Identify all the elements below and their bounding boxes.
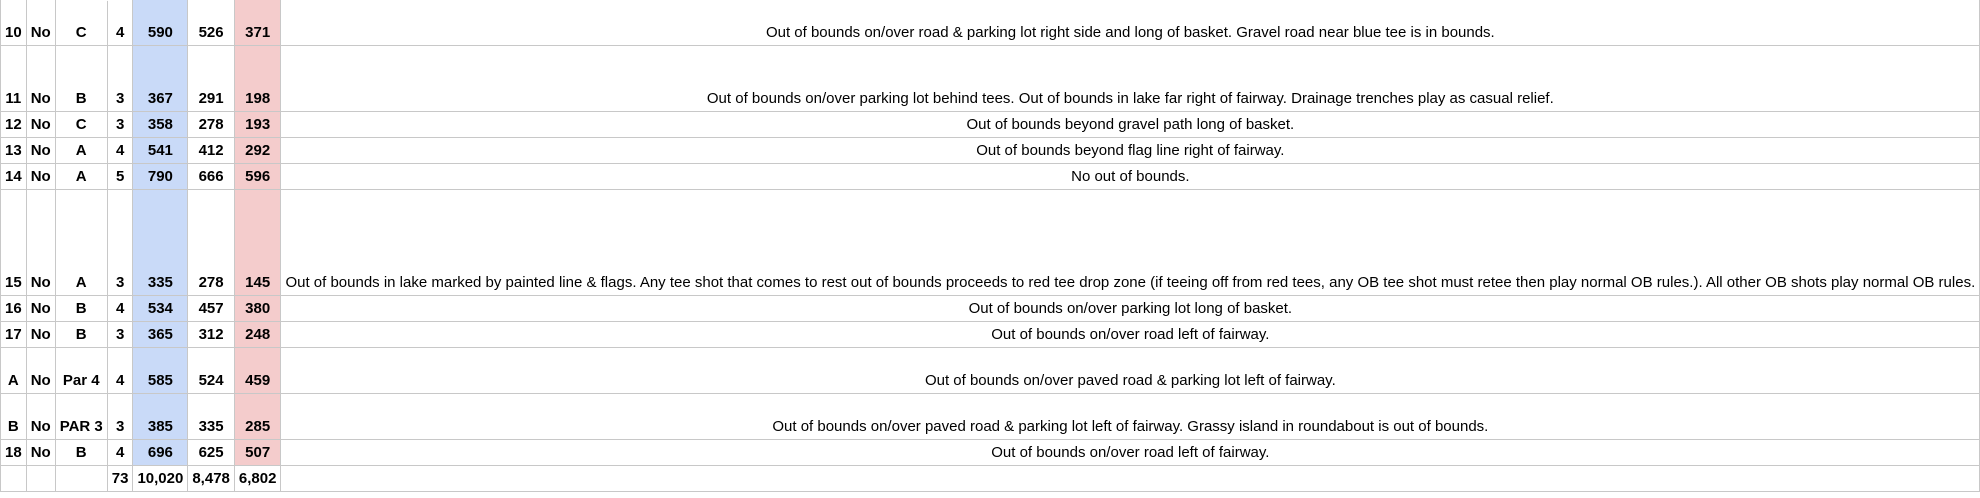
layout-value: C [75, 24, 87, 41]
blue-tee-cell[interactable]: 541 [133, 138, 188, 164]
hole-cell[interactable]: 10 [1, 0, 27, 46]
notes-cell[interactable]: Out of bounds on/over parking lot behind tees. Out of bounds in lake far right of fairway. Drainage trenches play as casual relief. [281, 46, 1980, 112]
par-cell[interactable]: 4 [107, 0, 133, 46]
white-tee-cell[interactable]: 278 [188, 112, 235, 138]
totals-row [1, 466, 1980, 492]
red-tee-cell[interactable]: 292 [234, 138, 281, 164]
white-tee-cell[interactable]: 278 [188, 190, 235, 296]
cart-cell[interactable]: No [26, 190, 55, 296]
red-tee-cell[interactable]: 596 [234, 164, 281, 190]
blue-tee-cell[interactable]: 696 [133, 440, 188, 466]
table-row [1, 138, 1980, 164]
layout-cell[interactable]: C [55, 112, 107, 138]
table-row [1, 322, 1980, 348]
table-row [1, 394, 1980, 440]
par-cell[interactable]: 4 [107, 138, 133, 164]
par-cell[interactable]: 4 [107, 348, 133, 394]
red-tee-cell[interactable]: 459 [234, 348, 281, 394]
notes-cell[interactable]: Out of bounds on/over parking lot long of basket. [281, 296, 1980, 322]
empty-cell[interactable] [26, 466, 55, 492]
blue-tee-cell[interactable]: 365 [133, 322, 188, 348]
hole-cell[interactable]: 13 [1, 138, 27, 164]
table-row [1, 190, 1980, 296]
cart-cell[interactable]: No [26, 0, 55, 46]
par-cell[interactable]: 4 [107, 440, 133, 466]
table-row [1, 46, 1980, 112]
notes-cell[interactable]: Out of bounds on/over road left of fairway. [281, 440, 1980, 466]
layout-cell[interactable]: PAR 3 [55, 394, 107, 440]
par-cell[interactable]: 4 [107, 296, 133, 322]
layout-cell[interactable]: B [55, 296, 107, 322]
blue-tee-cell[interactable]: 534 [133, 296, 188, 322]
hole-cell[interactable]: 17 [1, 322, 27, 348]
red-tee-cell[interactable]: 285 [234, 394, 281, 440]
red-tee-cell[interactable]: 198 [234, 46, 281, 112]
table-row [1, 0, 1980, 46]
blue-tee-cell[interactable]: 585 [133, 348, 188, 394]
white-tee-cell[interactable]: 524 [188, 348, 235, 394]
hole-cell[interactable]: 12 [1, 112, 27, 138]
white-tee-cell[interactable]: 335 [188, 394, 235, 440]
layout-cell[interactable]: B [55, 440, 107, 466]
cart-cell[interactable]: No [26, 394, 55, 440]
empty-cell[interactable] [281, 466, 1980, 492]
layout-cell[interactable]: A [55, 190, 107, 296]
red-tee-cell[interactable]: 380 [234, 296, 281, 322]
par-cell[interactable]: 3 [107, 112, 133, 138]
table-row [1, 112, 1980, 138]
red-tee-cell[interactable]: 145 [234, 190, 281, 296]
red-tee-cell[interactable]: 193 [234, 112, 281, 138]
total-par-cell[interactable]: 73 [107, 466, 133, 492]
par-cell[interactable]: 5 [107, 164, 133, 190]
red-tee-cell[interactable]: 371 [234, 0, 281, 46]
hole-cell[interactable]: 14 [1, 164, 27, 190]
total-red-cell[interactable]: 6,802 [234, 466, 281, 492]
layout-cell[interactable] [55, 0, 107, 46]
cart-cell[interactable]: No [26, 46, 55, 112]
cart-cell[interactable]: No [26, 112, 55, 138]
par-cell[interactable]: 3 [107, 322, 133, 348]
cart-cell[interactable]: No [26, 322, 55, 348]
hole-cell[interactable]: 15 [1, 190, 27, 296]
white-tee-cell[interactable]: 666 [188, 164, 235, 190]
notes-cell[interactable]: No out of bounds. [281, 164, 1980, 190]
table-row [1, 348, 1980, 394]
layout-cell[interactable]: B [55, 46, 107, 112]
white-tee-cell[interactable]: 312 [188, 322, 235, 348]
cart-cell[interactable]: No [26, 296, 55, 322]
empty-cell[interactable] [55, 466, 107, 492]
par-cell[interactable]: 3 [107, 46, 133, 112]
blue-tee-cell[interactable]: 335 [133, 190, 188, 296]
red-tee-cell[interactable]: 507 [234, 440, 281, 466]
table-row [1, 440, 1980, 466]
red-tee-cell[interactable]: 248 [234, 322, 281, 348]
hole-cell[interactable]: A [1, 348, 27, 394]
cart-cell[interactable]: No [26, 164, 55, 190]
empty-cell[interactable] [1, 466, 27, 492]
notes-cell[interactable]: Out of bounds in lake marked by painted line & flags. Any tee shot that comes to rest out of bounds proceeds to red tee drop zone (if teeing off from red tees, any OB tee shot must retee then play normal OB rules.). All other OB shots play normal OB rules. [281, 190, 1980, 296]
white-tee-cell[interactable]: 625 [188, 440, 235, 466]
notes-cell[interactable]: Out of bounds on/over road left of fairway. [281, 322, 1980, 348]
notes-cell[interactable]: Out of bounds on/over paved road & parking lot left of fairway. Grassy island in roundabout is out of bounds. [281, 394, 1980, 440]
total-blue-cell[interactable]: 10,020 [133, 466, 188, 492]
total-white-cell[interactable]: 8,478 [188, 466, 235, 492]
table-body [1, 0, 1980, 492]
hole-cell[interactable]: 18 [1, 440, 27, 466]
notes-cell[interactable]: Out of bounds on/over road & parking lot right side and long of basket. Gravel road near blue tee is in bounds. [281, 0, 1980, 46]
layout-cell[interactable]: A [55, 138, 107, 164]
white-tee-cell[interactable]: 412 [188, 138, 235, 164]
notes-cell[interactable]: Out of bounds beyond flag line right of fairway. [281, 138, 1980, 164]
cart-cell[interactable]: No [26, 348, 55, 394]
blue-tee-cell[interactable]: 790 [133, 164, 188, 190]
blue-tee-cell[interactable]: 367 [133, 46, 188, 112]
hole-cell[interactable]: 11 [1, 46, 27, 112]
hole-cell[interactable]: B [1, 394, 27, 440]
white-tee-cell[interactable]: 291 [188, 46, 235, 112]
white-tee-cell[interactable]: 526 [188, 0, 235, 46]
layout-cell[interactable]: A [55, 164, 107, 190]
blue-tee-cell[interactable]: 358 [133, 112, 188, 138]
table-row [1, 296, 1980, 322]
par-cell[interactable]: 3 [107, 190, 133, 296]
notes-cell[interactable]: Out of bounds on/over paved road & parking lot left of fairway. [281, 348, 1980, 394]
blue-tee-cell[interactable]: 385 [133, 394, 188, 440]
notes-cell[interactable]: Out of bounds beyond gravel path long of basket. [281, 112, 1980, 138]
cart-cell[interactable]: No [26, 440, 55, 466]
cart-cell[interactable]: No [26, 138, 55, 164]
blue-tee-cell[interactable]: 590 [133, 0, 188, 46]
table-row [1, 164, 1980, 190]
white-tee-cell[interactable]: 457 [188, 296, 235, 322]
layout-cell[interactable]: Par 4 [55, 348, 107, 394]
hole-cell[interactable]: 16 [1, 296, 27, 322]
par-cell[interactable]: 3 [107, 394, 133, 440]
layout-cell[interactable]: B [55, 322, 107, 348]
